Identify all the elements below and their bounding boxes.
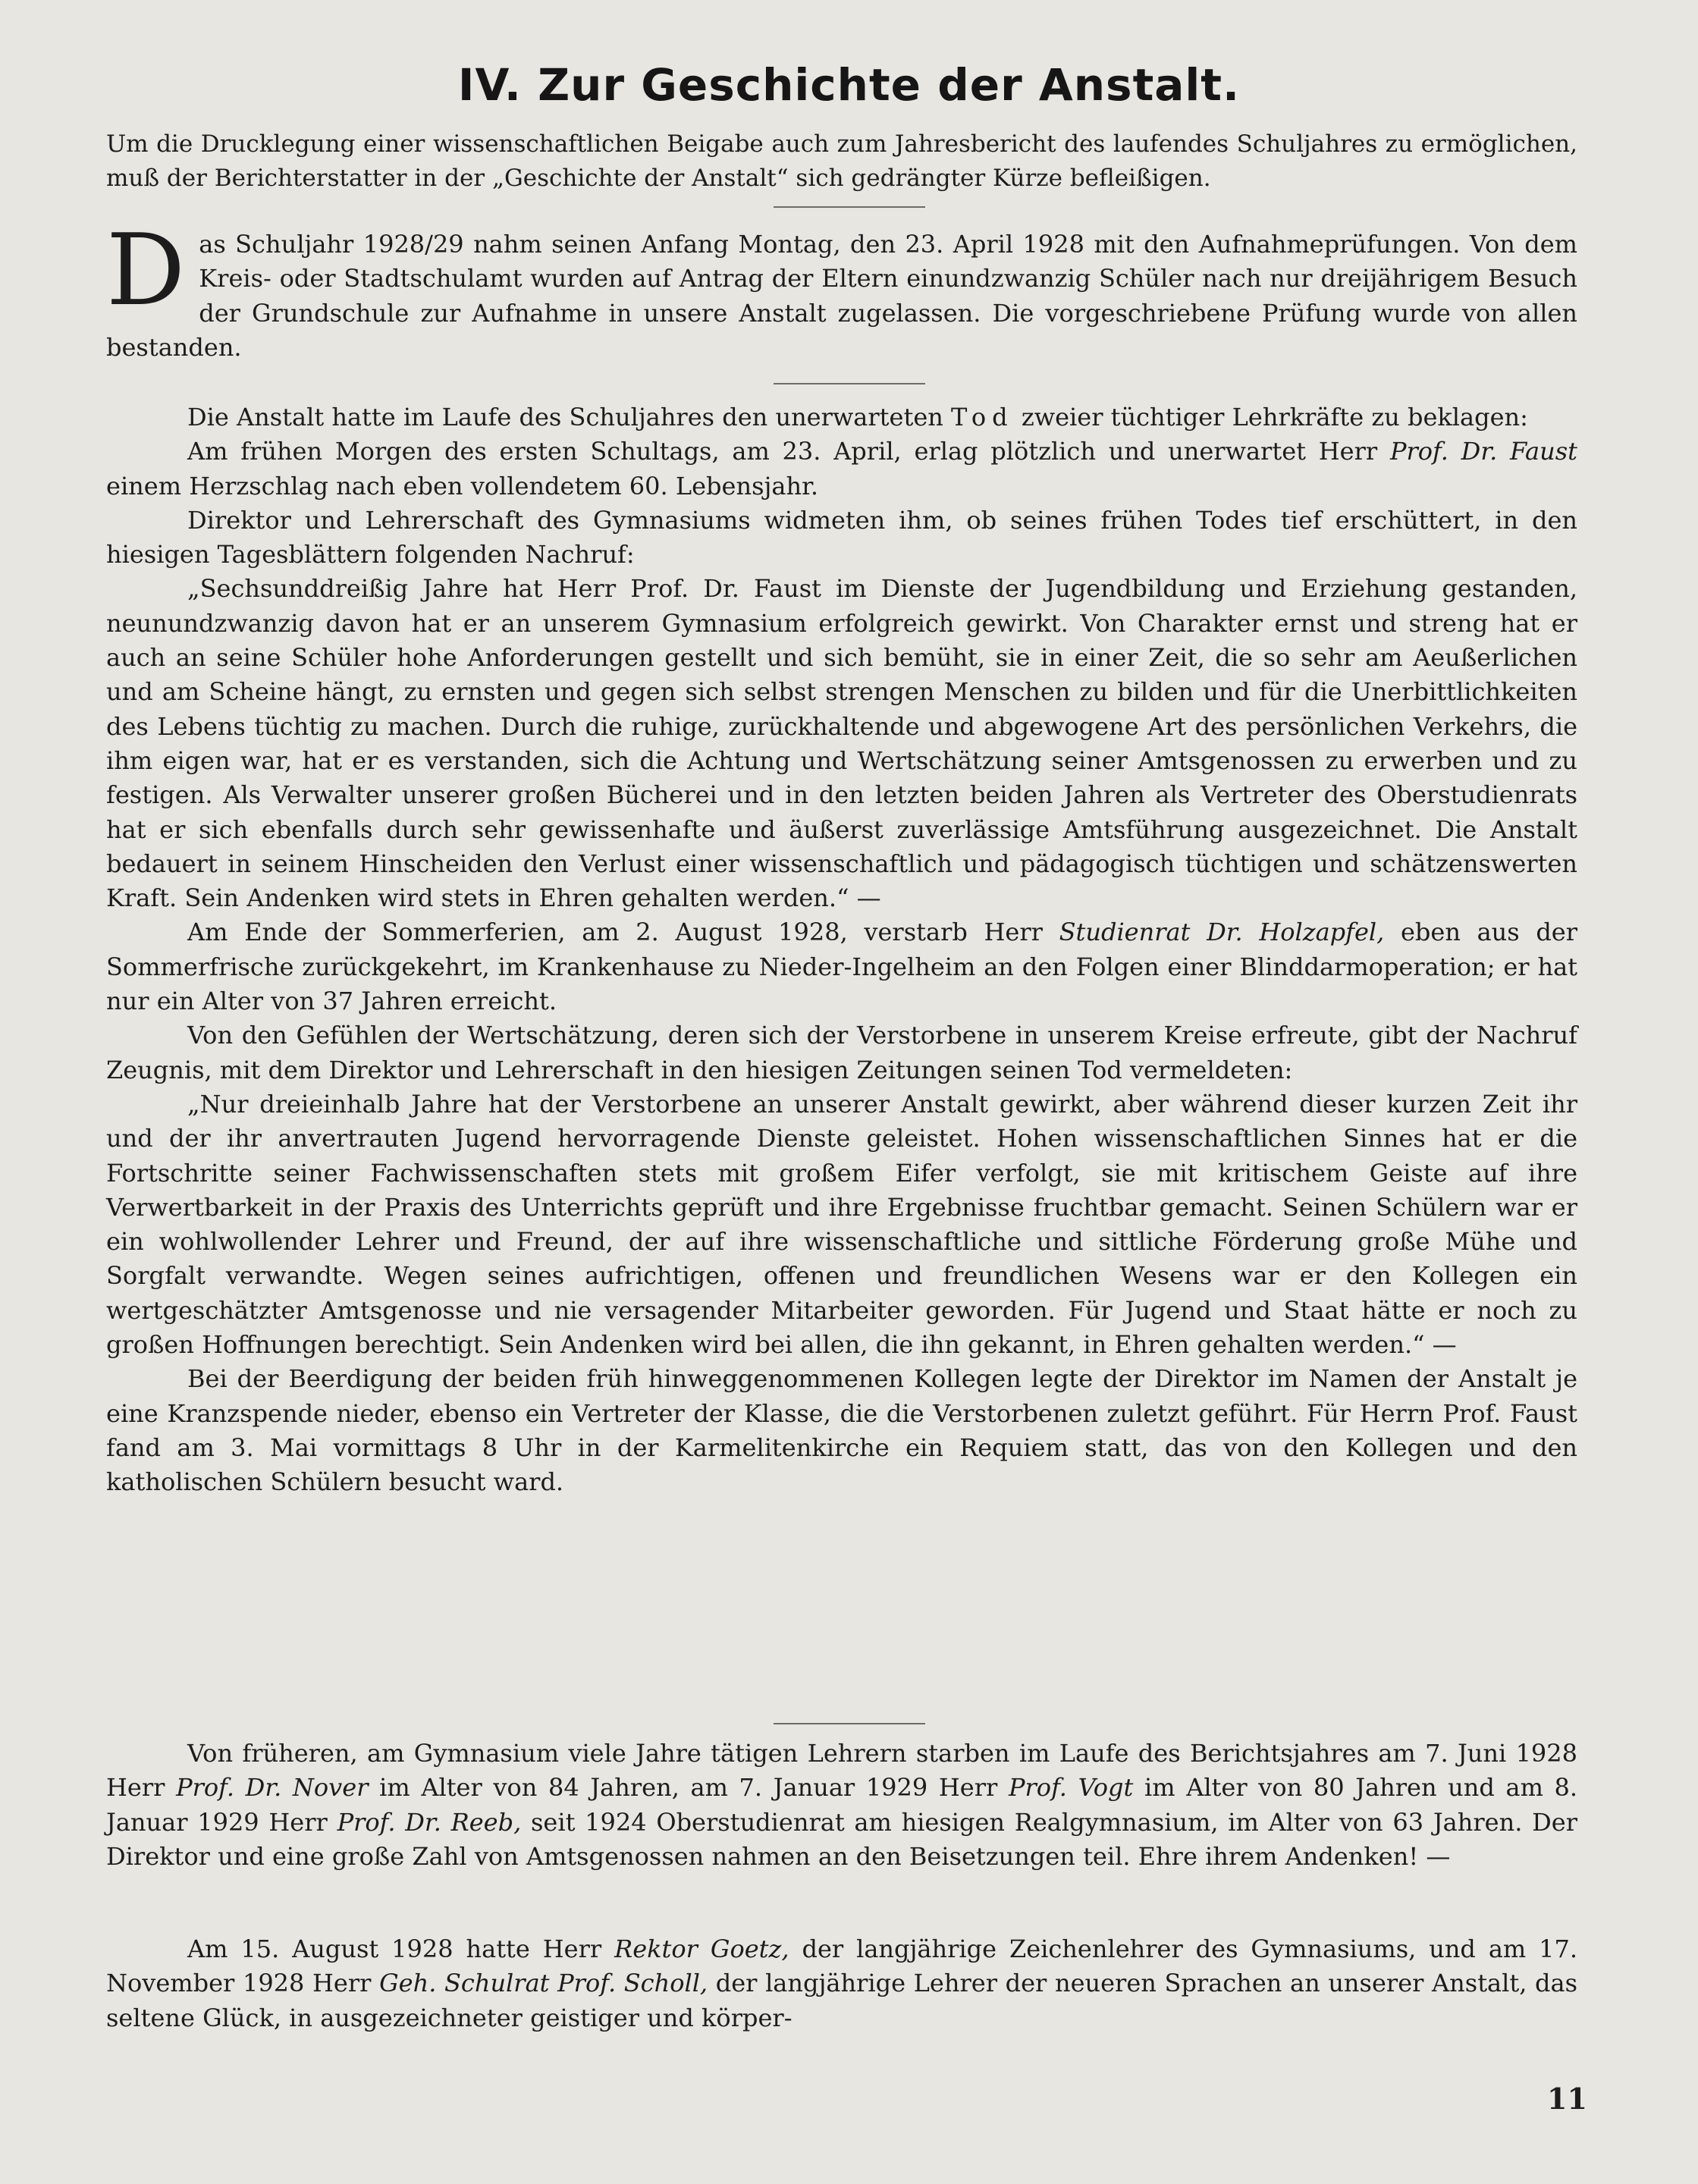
section-anniversaries xyxy=(106,1932,1577,2035)
divider xyxy=(774,383,925,384)
section-obituaries xyxy=(106,400,1577,1500)
paragraph: Direktor und Lehrerschaft des Gymnasiums widmeten ihm, ob seines frühen Todes tief erschüttert, in den hiesigen Tagesblättern folgenden Nachruf: xyxy=(106,505,1577,570)
person-name: Rektor Goetz, xyxy=(614,1935,789,1963)
paragraph: Von früheren, am Gymnasium viele Jahre tätigen Lehrern starben im Laufe des Berichtsjahres am 7. Juni 1928 Herr Prof. Dr. Nover im Alter von 84 Jahren, am 7. Januar 1929 Herr Prof. Vogt im Alter von 80 Jahren und am 8. Januar 1929 Herr Prof. Dr. Reeb, seit 1924 Oberstudienrat am hiesigen Realgymnasium, im Alter von 63 Jahren. Der Direktor und eine große Zahl von Amtsgenossen nahmen an den Beisetzungen teil. Ehre ihrem Andenken! — xyxy=(106,1739,1578,1871)
paragraph: Am Ende der Sommerferien, am 2. August 1928, verstarb Herr Studienrat Dr. Holzapfel, eben aus der Sommerfrische zurückgekehrt, im Krankenhause zu Nieder-Ingelheim an den Folgen einer Blinddarmoperation; er hat nur ein Alter von 37 Jahren erreicht. xyxy=(106,918,1578,1016)
person-name: Geh. Schulrat Prof. Scholl, xyxy=(379,1969,708,1998)
intro-note xyxy=(106,127,1577,196)
intro-text: Um die Drucklegung einer wissenschaftlichen Beigabe auch zum Jahresbericht des laufendes Schuljahres zu ermöglichen, muß der Berichterstatter in der „Geschichte der Anstalt“ sich gedrängter Kürze befleißigen. xyxy=(106,130,1577,192)
person-name: Prof. Dr. Reeb, xyxy=(337,1807,522,1837)
paragraph: Die Anstalt hatte im Laufe des Schuljahres den unerwarteten Tod zweier tüchtiger Lehrkräfte zu beklagen: xyxy=(187,403,1528,431)
divider xyxy=(774,1723,925,1724)
paragraph: Am frühen Morgen des ersten Schultags, am 23. April, erlag plötzlich und unerwartet Herr Prof. Dr. Faust einem Herzschlag nach eben vollendetem 60. Lebensjahr. xyxy=(106,437,1578,500)
page-title: IV. Zur Geschichte der Anstalt. xyxy=(457,59,1241,111)
section-school-year xyxy=(106,212,1577,365)
paragraph: Bei der Beerdigung der beiden früh hinweggenommenen Kollegen legte der Direktor im Namen der Anstalt je eine Kranzspende nieder, ebenso ein Vertreter der Klasse, die die Verstorbenen zuletzt geführt. Für Herrn Prof. Faust fand am 3. Mai vormittags 8 Uhr in der Karmelitenkirche ein Requiem statt, das von den Kollegen und den katholischen Schülern besucht ward. xyxy=(106,1364,1577,1497)
page-number: 11 xyxy=(1547,2082,1587,2116)
obituary-quote: „Nur dreieinhalb Jahre hat der Verstorbene an unserer Anstalt gewirkt, aber während dieser kurzen Zeit ihr und der ihr anvertrauten Jugend hervorragende Dienste geleistet. Hohen wissenschaftlichen Sinnes hat er die Fortschritte seiner Fachwissenschaften stets mit großem Eifer verfolgt, sie mit kritischem Geiste auf ihre Verwertbarkeit in der Praxis des Unterrichts geprüft und ihre Ergebnisse fruchtbar gemacht. Seinen Schülern war er ein wohlwollender Lehrer und Freund, der auf ihre wissenschaftliche und sittliche Förderung große Mühe und Sorgfalt verwandte. Wegen seines aufrichtigen, offenen und freundlichen Wesens war er den Kollegen ein wertgeschätzter Amtsgenosse und nie versagender Mitarbeiter geworden. Für Jugend und Staat hätte er noch zu großen Hoffnungen berechtigt. Sein Andenken wird bei allen, die ihn gekannt, in Ehren gehalten werden.“ — xyxy=(106,1089,1577,1360)
person-name: Prof. Dr. Nover xyxy=(176,1773,369,1803)
person-name: Prof. Vogt xyxy=(1008,1773,1134,1803)
divider xyxy=(774,206,925,208)
paragraph: Am 15. August 1928 hatte Herr Rektor Goetz, der langjährige Zeichenlehrer des Gymnasiums, und am 17. November 1928 Herr Geh. Schulrat Prof. Scholl, der langjährige Lehrer der neueren Sprachen an unserer Anstalt, das seltene Glück, in ausgezeichneter geistiger und körper- xyxy=(106,1935,1578,2032)
person-name: Studienrat Dr. Holzapfel, xyxy=(1059,918,1385,947)
emphasis-tod: Tod xyxy=(951,403,1014,431)
paragraph xyxy=(106,212,1577,365)
drop-cap: D xyxy=(106,212,186,328)
section-former-teachers xyxy=(106,1737,1577,1874)
paragraph: Von den Gefühlen der Wertschätzung, deren sich der Verstorbene in unserem Kreise erfreute, gibt der Nachruf Zeugnis, mit dem Direktor und Lehrerschaft in den hiesigen Zeitungen seinen Tod vermeldeten: xyxy=(106,1021,1577,1084)
paragraph-text: as Schuljahr 1928/29 nahm seinen Anfang Montag, den 23. April 1928 mit den Aufnahmeprüfungen. Von dem Kreis- oder Stadtschulamt wurden auf Antrag der Eltern einundzwanzig Schüler nach nur dreijährigem Besuch der Grundschule zur Aufnahme in unsere Anstalt zugelassen. Die vorgeschriebene Prüfung wurde von allen bestanden. xyxy=(106,230,1577,362)
person-name: Prof. Dr. Faust xyxy=(1389,437,1578,466)
obituary-quote: „Sechsunddreißig Jahre hat Herr Prof. Dr. Faust im Dienste der Jugendbildung und Erziehung gestanden, neunundzwanzig davon hat er an unserem Gymnasium erfolgreich gewirkt. Von Charakter ernst und streng hat er auch an seine Schüler hohe Anforderungen gestellt und sich bemüht, sie in einer Zeit, die so sehr am Aeußerlichen und am Scheine hängt, zu ernsten und gegen sich selbst strengen Menschen zu bilden und für die Unerbittlichkeiten des Lebens tüchtig zu machen. Durch die ruhige, zurückhaltende und abgewogene Art des persönlichen Verkehrs, die ihm eigen war, hat er es verstanden, sich die Achtung und Wertschätzung seiner Amtsgenossen zu erwerben und zu festigen. Als Verwalter unserer großen Bücherei und in den letzten beiden Jahren als Vertreter des Oberstudienrats hat er sich ebenfalls durch sehr gewissenhafte und äußerst zuverlässige Amtsführung ausgezeichnet. Die Anstalt bedauert in seinem Hinscheiden den Verlust einer wissenschaftlich und pädagogisch tüchtigen und schätzenswerten Kraft. Sein Andenken wird stets in Ehren gehalten werden.“ — xyxy=(106,574,1577,913)
